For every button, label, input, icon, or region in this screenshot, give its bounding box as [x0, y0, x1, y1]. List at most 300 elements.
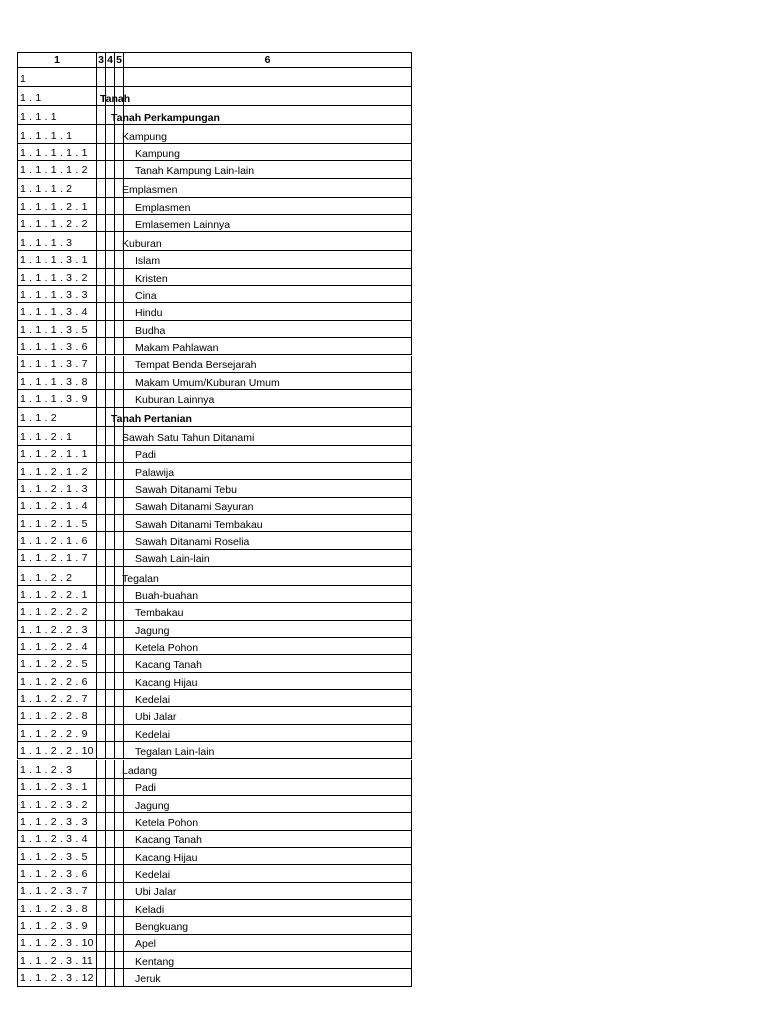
cell-col5[interactable] [115, 321, 124, 338]
cell-col3[interactable] [97, 865, 106, 882]
table-row [17, 87, 412, 106]
row-code: 1 . 1 . 2 . 3 . 6 [20, 868, 88, 881]
row-label: Kedelai [135, 728, 171, 741]
cell-col4[interactable] [106, 779, 115, 796]
cell-col1[interactable] [17, 742, 97, 759]
cell-col4[interactable] [106, 446, 115, 463]
cell-col1[interactable] [17, 87, 97, 106]
cell-col1[interactable] [17, 779, 97, 796]
row-code: 1 . 1 . 2 . 1 . 6 [20, 535, 88, 548]
cell-col6[interactable] [124, 760, 412, 779]
cell-col1[interactable] [17, 161, 97, 178]
cell-col3[interactable] [97, 621, 106, 638]
cell-col1[interactable] [17, 586, 97, 603]
cell-col1[interactable] [17, 655, 97, 672]
cell-col4[interactable] [106, 356, 115, 373]
cell-col4[interactable] [106, 550, 115, 567]
cell-col4[interactable] [106, 725, 115, 742]
cell-col5[interactable] [115, 848, 124, 865]
cell-col1[interactable] [17, 125, 97, 144]
cell-col1[interactable] [17, 144, 97, 161]
cell-col1[interactable] [17, 707, 97, 724]
cell-col4[interactable] [106, 303, 115, 320]
cell-col4[interactable] [106, 603, 115, 620]
cell-col6[interactable] [124, 969, 412, 986]
cell-col1[interactable] [17, 760, 97, 779]
cell-col3[interactable] [97, 532, 106, 549]
cell-col4[interactable] [106, 813, 115, 830]
cell-col1[interactable] [17, 917, 97, 934]
cell-col1[interactable] [17, 532, 97, 549]
cell-col5[interactable] [115, 900, 124, 917]
row-label: Sawah Lain-lain [135, 553, 210, 566]
cell-col5[interactable] [115, 390, 124, 407]
cell-col5[interactable] [115, 779, 124, 796]
cell-col3[interactable] [97, 969, 106, 986]
cell-col5[interactable] [115, 356, 124, 373]
row-label: Jagung [135, 799, 170, 812]
cell-col4[interactable] [106, 373, 115, 390]
cell-col3[interactable] [97, 796, 106, 813]
cell-col3[interactable] [97, 303, 106, 320]
row-code: 1 . 1 . 2 . 3 . 3 [20, 816, 88, 829]
cell-col3[interactable] [97, 690, 106, 707]
cell-col4[interactable] [106, 935, 115, 952]
row-label: Hindu [135, 307, 163, 320]
cell-col6[interactable] [124, 446, 412, 463]
cell-col5[interactable] [115, 269, 124, 286]
cell-col3[interactable] [97, 742, 106, 759]
cell-col4[interactable] [106, 321, 115, 338]
cell-col1[interactable] [17, 621, 97, 638]
table-row [17, 603, 412, 620]
cell-col3[interactable] [97, 813, 106, 830]
cell-col5[interactable] [115, 144, 124, 161]
cell-col6[interactable] [124, 567, 412, 586]
row-label: Emplasmen [135, 201, 191, 214]
cell-col5[interactable] [115, 303, 124, 320]
cell-col4[interactable] [106, 883, 115, 900]
row-code: 1 . 1 . 1 . 2 [20, 183, 73, 196]
header-cell-col3[interactable] [97, 52, 106, 68]
table-row [17, 515, 412, 532]
row-label: Keladi [135, 903, 165, 916]
cell-col5[interactable] [115, 532, 124, 549]
cell-col5[interactable] [115, 463, 124, 480]
cell-col1[interactable] [17, 638, 97, 655]
cell-col3[interactable] [97, 144, 106, 161]
row-label: Kristen [135, 272, 168, 285]
row-label: Kuburan [122, 237, 162, 250]
cell-col3[interactable] [97, 179, 106, 198]
row-code: 1 . 1 . 2 . 3 . 1 [20, 781, 88, 794]
table-row [17, 269, 412, 286]
cell-col3[interactable] [97, 446, 106, 463]
cell-col3[interactable] [97, 321, 106, 338]
cell-col1[interactable] [17, 603, 97, 620]
cell-col1[interactable] [17, 446, 97, 463]
cell-col1[interactable] [17, 338, 97, 355]
table-row [17, 621, 412, 638]
table-row [17, 408, 412, 427]
cell-col4[interactable] [106, 532, 115, 549]
row-label: Emplasmen [122, 184, 178, 197]
header-cell-col1[interactable] [17, 52, 97, 68]
cell-col4[interactable] [106, 673, 115, 690]
cell-col5[interactable] [115, 917, 124, 934]
cell-col3[interactable] [97, 408, 106, 427]
cell-col1[interactable] [17, 179, 97, 198]
cell-col3[interactable] [97, 567, 106, 586]
cell-col3[interactable] [97, 286, 106, 303]
cell-col6[interactable] [124, 125, 412, 144]
cell-col3[interactable] [97, 655, 106, 672]
header-cell-col4[interactable] [106, 52, 115, 68]
table-row [17, 427, 412, 446]
cell-col3[interactable] [97, 106, 106, 125]
cell-col4[interactable] [106, 567, 115, 586]
cell-col5[interactable] [115, 498, 124, 515]
cell-col4[interactable] [106, 480, 115, 497]
cell-col3[interactable] [97, 390, 106, 407]
cell-col4[interactable] [106, 969, 115, 986]
header-label-col3: 3 [98, 53, 104, 66]
table-row [17, 532, 412, 549]
row-code: 1 . 1 . 2 . 2 . 1 [20, 588, 88, 601]
row-code: 1 . 1 . 2 . 1 . 1 [20, 448, 88, 461]
cell-col3[interactable] [97, 251, 106, 268]
cell-col4[interactable] [106, 796, 115, 813]
table-row [17, 638, 412, 655]
row-code: 1 . 1 . 1 . 1 [20, 129, 73, 142]
row-label: Kentang [135, 955, 175, 968]
row-code: 1 . 1 . 1 . 3 . 4 [20, 306, 88, 319]
cell-col1[interactable] [17, 690, 97, 707]
cell-col6[interactable] [124, 87, 412, 106]
cell-col5[interactable] [115, 935, 124, 952]
cell-col5[interactable] [115, 515, 124, 532]
row-label: Sawah Satu Tahun Ditanami [122, 432, 255, 445]
cell-col4[interactable] [106, 198, 115, 215]
cell-col3[interactable] [97, 883, 106, 900]
table-row [17, 125, 412, 144]
cell-col4[interactable] [106, 742, 115, 759]
cell-col5[interactable] [115, 586, 124, 603]
table-row [17, 813, 412, 830]
cell-col1[interactable] [17, 427, 97, 446]
table-row [17, 935, 412, 952]
cell-col1[interactable] [17, 215, 97, 232]
cell-col1[interactable] [17, 900, 97, 917]
row-code: 1 . 1 . 1 . 3 . 2 [20, 271, 88, 284]
cell-col5[interactable] [115, 373, 124, 390]
cell-col3[interactable] [97, 338, 106, 355]
cell-col3[interactable] [97, 68, 106, 87]
cell-col3[interactable] [97, 779, 106, 796]
cell-col4[interactable] [106, 161, 115, 178]
cell-col1[interactable] [17, 356, 97, 373]
cell-col1[interactable] [17, 198, 97, 215]
row-code: 1 . 1 . 2 . 2 . 7 [20, 692, 88, 705]
row-label: Tembakau [135, 607, 184, 620]
cell-col4[interactable] [106, 251, 115, 268]
cell-col1[interactable] [17, 269, 97, 286]
cell-col3[interactable] [97, 900, 106, 917]
cell-col1[interactable] [17, 480, 97, 497]
row-label: Sawah Ditanami Tembakau [135, 518, 263, 531]
header-label-col5: 5 [116, 53, 122, 66]
cell-col1[interactable] [17, 865, 97, 882]
cell-col6[interactable] [124, 286, 412, 303]
table-row [17, 215, 412, 232]
table-row [17, 796, 412, 813]
cell-col5[interactable] [115, 707, 124, 724]
cell-col1[interactable] [17, 390, 97, 407]
cell-col4[interactable] [106, 917, 115, 934]
row-code: 1 . 1 . 2 . 3 . 10 [20, 937, 94, 950]
row-code: 1 . 1 . 1 . 3 . 6 [20, 340, 88, 353]
cell-col4[interactable] [106, 215, 115, 232]
cell-col5[interactable] [115, 198, 124, 215]
row-label: Sawah Ditanami Tebu [135, 484, 237, 497]
table-row [17, 232, 412, 251]
cell-col6[interactable] [124, 321, 412, 338]
header-label-col1: 1 [54, 53, 60, 66]
cell-col3[interactable] [97, 427, 106, 446]
cell-col4[interactable] [106, 463, 115, 480]
cell-col3[interactable] [97, 603, 106, 620]
cell-col3[interactable] [97, 515, 106, 532]
cell-col1[interactable] [17, 796, 97, 813]
cell-col5[interactable] [115, 338, 124, 355]
cell-col1[interactable] [17, 848, 97, 865]
cell-col6[interactable] [124, 935, 412, 952]
cell-col3[interactable] [97, 725, 106, 742]
cell-col1[interactable] [17, 813, 97, 830]
cell-col3[interactable] [97, 917, 106, 934]
cell-col5[interactable] [115, 638, 124, 655]
cell-col5[interactable] [115, 952, 124, 969]
cell-col4[interactable] [106, 621, 115, 638]
cell-col3[interactable] [97, 356, 106, 373]
cell-col5[interactable] [115, 690, 124, 707]
cell-col4[interactable] [106, 144, 115, 161]
cell-col3[interactable] [97, 673, 106, 690]
row-label: Buah-buahan [135, 589, 199, 602]
table-row [17, 707, 412, 724]
cell-col4[interactable] [106, 427, 115, 446]
cell-col4[interactable] [106, 848, 115, 865]
cell-col5[interactable] [115, 550, 124, 567]
cell-col3[interactable] [97, 269, 106, 286]
row-code: 1 . 1 . 1 . 3 . 9 [20, 393, 88, 406]
row-code: 1 . 1 . 1 . 2 . 2 [20, 217, 88, 230]
cell-col5[interactable] [115, 813, 124, 830]
row-code: 1 . 1 . 2 . 2 [20, 571, 73, 584]
table-row [17, 106, 412, 125]
cell-col3[interactable] [97, 831, 106, 848]
cell-col6[interactable] [124, 900, 412, 917]
row-code: 1 . 1 [20, 91, 42, 104]
cell-col1[interactable] [17, 935, 97, 952]
table-row [17, 848, 412, 865]
cell-col4[interactable] [106, 707, 115, 724]
table-row [17, 586, 412, 603]
table-row [17, 390, 412, 407]
row-label: Apel [135, 938, 157, 951]
cell-col1[interactable] [17, 831, 97, 848]
row-code: 1 . 1 . 2 . 1 . 2 [20, 465, 88, 478]
row-label: Sawah Ditanami Roselia [135, 536, 250, 549]
cell-col5[interactable] [115, 969, 124, 986]
table-row [17, 480, 412, 497]
cell-col4[interactable] [106, 125, 115, 144]
cell-col3[interactable] [97, 952, 106, 969]
cell-col4[interactable] [106, 515, 115, 532]
cell-col4[interactable] [106, 498, 115, 515]
table-row [17, 690, 412, 707]
row-label: Islam [135, 255, 161, 268]
cell-col3[interactable] [97, 198, 106, 215]
cell-col4[interactable] [106, 179, 115, 198]
row-code: 1 . 1 . 2 . 3 . 9 [20, 920, 88, 933]
cell-col5[interactable] [115, 480, 124, 497]
row-code: 1 . 1 . 2 . 2 . 10 [20, 744, 94, 757]
row-code: 1 . 1 . 1 . 3 . 5 [20, 323, 88, 336]
row-label: Kacang Hijau [135, 676, 198, 689]
cell-col5[interactable] [115, 603, 124, 620]
cell-col6[interactable] [124, 68, 412, 87]
cell-col1[interactable] [17, 373, 97, 390]
cell-col5[interactable] [115, 251, 124, 268]
cell-col4[interactable] [106, 286, 115, 303]
cell-col1[interactable] [17, 567, 97, 586]
cell-col6[interactable] [124, 232, 412, 251]
cell-col1[interactable] [17, 952, 97, 969]
cell-col6[interactable] [124, 303, 412, 320]
cell-col3[interactable] [97, 935, 106, 952]
row-label: Tegalan [122, 572, 159, 585]
cell-col1[interactable] [17, 321, 97, 338]
cell-col3[interactable] [97, 232, 106, 251]
cell-col4[interactable] [106, 68, 115, 87]
cell-col4[interactable] [106, 232, 115, 251]
cell-col5[interactable] [115, 673, 124, 690]
table-row [17, 179, 412, 198]
cell-col1[interactable] [17, 725, 97, 742]
cell-col3[interactable] [97, 498, 106, 515]
cell-col4[interactable] [106, 865, 115, 882]
cell-col3[interactable] [97, 760, 106, 779]
cell-col6[interactable] [124, 779, 412, 796]
cell-col5[interactable] [115, 446, 124, 463]
cell-col4[interactable] [106, 269, 115, 286]
row-code: 1 . 1 . 2 . 3 . 5 [20, 850, 88, 863]
cell-col1[interactable] [17, 463, 97, 480]
cell-col4[interactable] [106, 760, 115, 779]
cell-col5[interactable] [115, 161, 124, 178]
cell-col1[interactable] [17, 303, 97, 320]
cell-col5[interactable] [115, 865, 124, 882]
table-row [17, 463, 412, 480]
header-label-col4: 4 [107, 53, 113, 66]
cell-col5[interactable] [115, 742, 124, 759]
cell-col4[interactable] [106, 952, 115, 969]
cell-col3[interactable] [97, 638, 106, 655]
cell-col4[interactable] [106, 655, 115, 672]
cell-col5[interactable] [115, 725, 124, 742]
row-label: Cina [135, 289, 157, 302]
row-code: 1 . 1 . 1 [20, 110, 57, 123]
cell-col4[interactable] [106, 390, 115, 407]
cell-col4[interactable] [106, 900, 115, 917]
cell-col1[interactable] [17, 286, 97, 303]
cell-col3[interactable] [97, 463, 106, 480]
cell-col6[interactable] [124, 251, 412, 268]
cell-col3[interactable] [97, 848, 106, 865]
row-code: 1 . 1 . 2 . 2 . 2 [20, 606, 88, 619]
cell-col1[interactable] [17, 969, 97, 986]
cell-col3[interactable] [97, 373, 106, 390]
row-label: Palawija [135, 466, 175, 479]
cell-col1[interactable] [17, 68, 97, 87]
cell-col5[interactable] [115, 68, 124, 87]
table-row [17, 673, 412, 690]
cell-col5[interactable] [115, 286, 124, 303]
cell-col1[interactable] [17, 232, 97, 251]
cell-col3[interactable] [97, 707, 106, 724]
table-row [17, 373, 412, 390]
table-row [17, 952, 412, 969]
cell-col4[interactable] [106, 338, 115, 355]
cell-col1[interactable] [17, 550, 97, 567]
row-label: Kacang Tanah [135, 659, 202, 672]
row-label: Sawah Ditanami Sayuran [135, 501, 254, 514]
cell-col1[interactable] [17, 106, 97, 125]
header-cell-col5[interactable] [115, 52, 124, 68]
cell-col1[interactable] [17, 498, 97, 515]
cell-col5[interactable] [115, 621, 124, 638]
row-label: Ladang [122, 765, 158, 777]
cell-col3[interactable] [97, 215, 106, 232]
cell-col3[interactable] [97, 550, 106, 567]
cell-col4[interactable] [106, 638, 115, 655]
cell-col3[interactable] [97, 480, 106, 497]
row-code: 1 . 1 . 2 . 3 . 4 [20, 833, 88, 846]
cell-col5[interactable] [115, 883, 124, 900]
cell-col1[interactable] [17, 883, 97, 900]
cell-col3[interactable] [97, 125, 106, 144]
cell-col5[interactable] [115, 831, 124, 848]
cell-col3[interactable] [97, 586, 106, 603]
header-cell-col6[interactable] [124, 52, 412, 68]
cell-col4[interactable] [106, 690, 115, 707]
cell-col5[interactable] [115, 655, 124, 672]
cell-col5[interactable] [115, 796, 124, 813]
table-row [17, 446, 412, 463]
cell-col5[interactable] [115, 215, 124, 232]
cell-col1[interactable] [17, 673, 97, 690]
table-row [17, 321, 412, 338]
cell-col3[interactable] [97, 161, 106, 178]
cell-col1[interactable] [17, 251, 97, 268]
cell-col1[interactable] [17, 515, 97, 532]
cell-col4[interactable] [106, 586, 115, 603]
cell-col4[interactable] [106, 831, 115, 848]
cell-col1[interactable] [17, 408, 97, 427]
row-code: 1 [20, 72, 27, 85]
row-label: Kampung [122, 130, 167, 143]
